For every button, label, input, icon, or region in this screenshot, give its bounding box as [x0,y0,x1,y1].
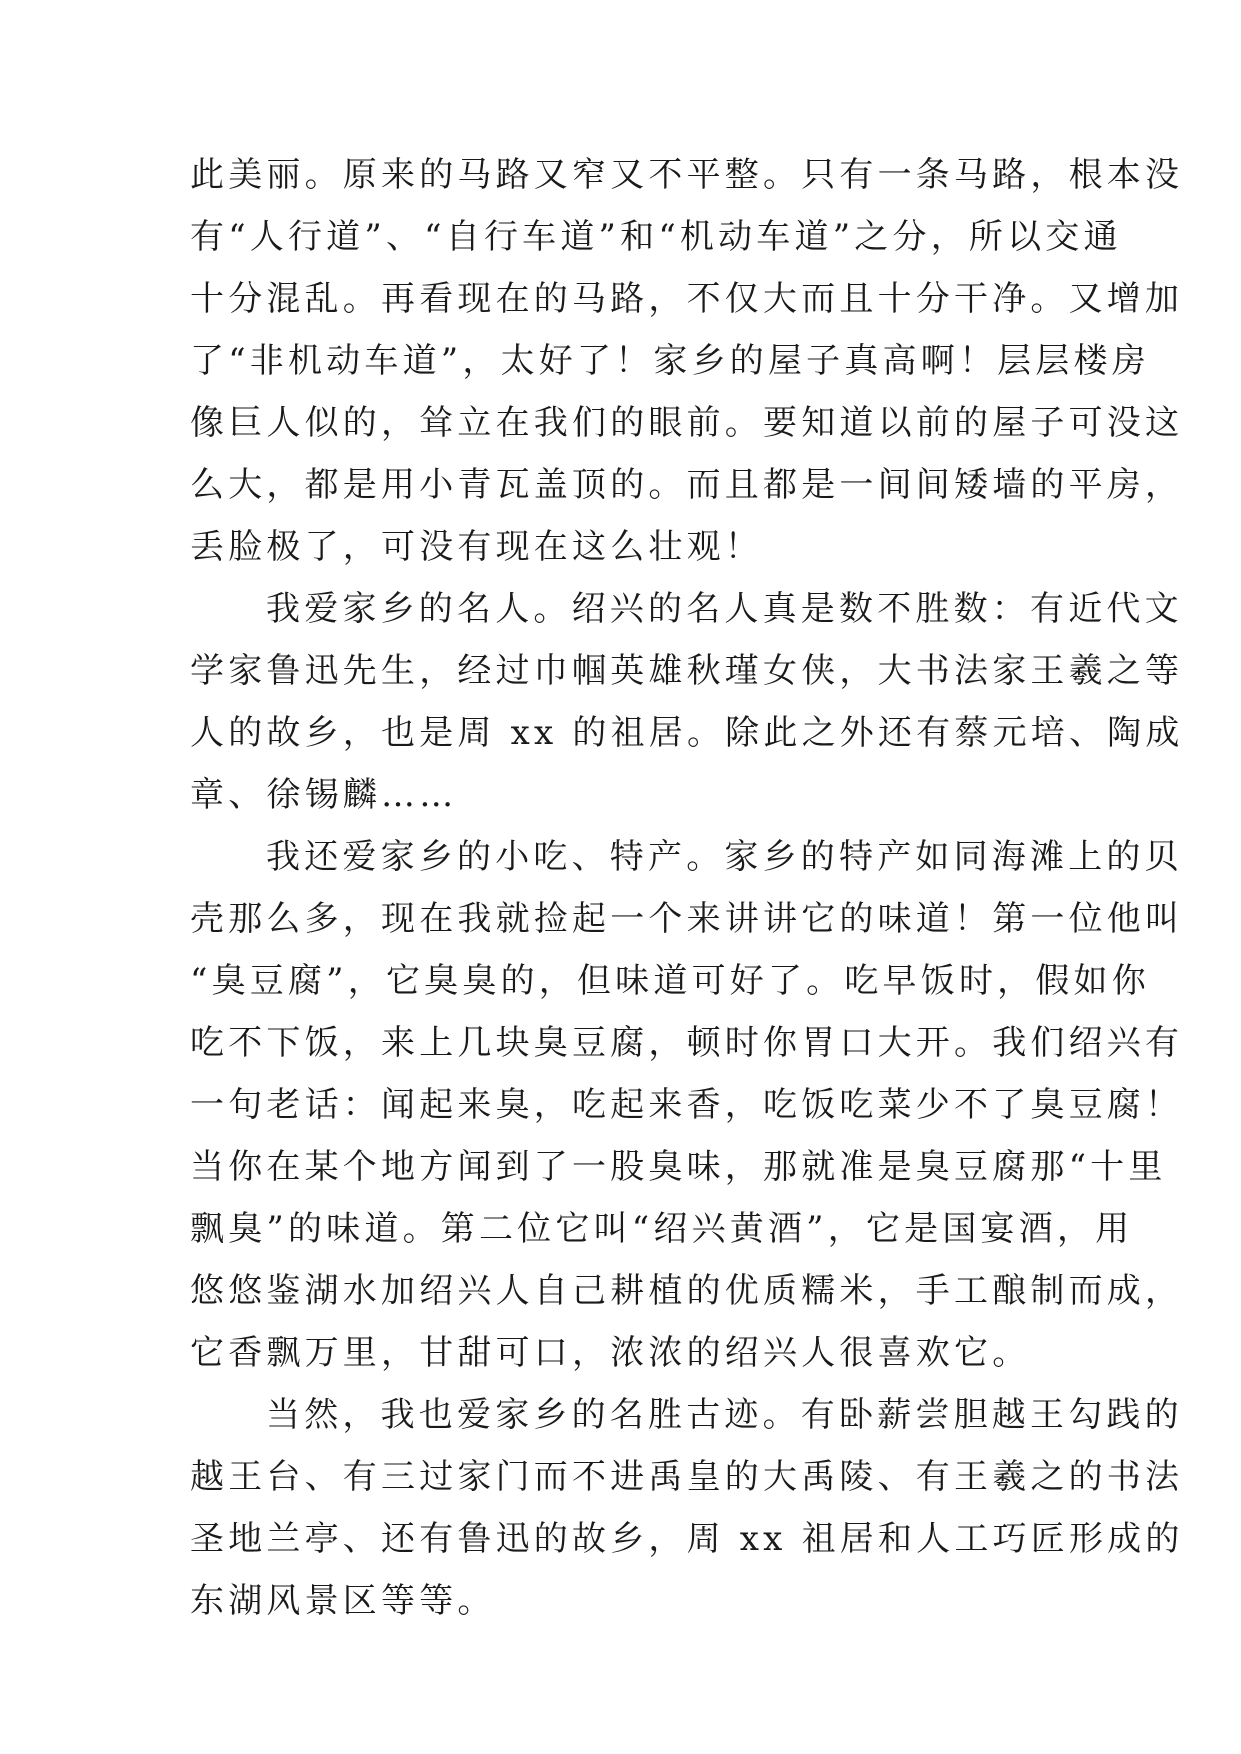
text-line: 章、徐锡麟…… [190,775,458,815]
text-line: 越王台、有三过家门而不进禹皇的大禹陵、有王羲之的书法 [190,1457,1184,1497]
text-line: “臭豆腐”，它臭臭的，但味道可好了。吃早饭时，假如你 [190,961,1150,1001]
paragraph-scenic-sites [190,1384,1184,1632]
text-line: 它香飘万里，甘甜可口，浓浓的绍兴人很喜欢它。 [190,1333,1031,1373]
text-line: 东湖风景区等等。 [190,1581,496,1621]
text-line-indented: 我爱家乡的名人。绍兴的名人真是数不胜数：有近代文 [266,589,1183,629]
paragraph-snacks-specialties [190,826,1184,1384]
text-line-indented: 当然，我也爱家乡的名胜古迹。有卧薪尝胆越王勾践的 [266,1395,1183,1435]
text-line: 像巨人似的，耸立在我们的眼前。要知道以前的屋子可没这 [190,403,1184,443]
text-line: 此美丽。原来的马路又窄又不平整。只有一条马路，根本没 [190,155,1184,195]
text-line: 丢脸极了，可没有现在这么壮观！ [190,527,763,567]
text-line: 当你在某个地方闻到了一股臭味，那就准是臭豆腐那“十里 [190,1147,1167,1187]
text-line: 飘臭”的味道。第二位它叫“绍兴黄酒”，它是国宴酒，用 [190,1209,1134,1249]
text-line: 有“人行道”、“自行车道”和“机动车道”之分，所以交通 [190,217,1122,257]
paragraph-hometown-roads-houses [190,144,1184,578]
text-line: 人的故乡，也是周 xx 的祖居。除此之外还有蔡元培、陶成 [190,713,1184,753]
text-line: 吃不下饭，来上几块臭豆腐，顿时你胃口大开。我们绍兴有 [190,1023,1184,1063]
text-line: 壳那么多，现在我就捡起一个来讲讲它的味道！第一位他叫 [190,899,1184,939]
text-line: 圣地兰亭、还有鲁迅的故乡，周 xx 祖居和人工巧匠形成的 [190,1519,1184,1559]
text-line: 学家鲁迅先生，经过巾帼英雄秋瑾女侠，大书法家王羲之等 [190,651,1184,691]
text-line: 么大，都是用小青瓦盖顶的。而且都是一间间矮墙的平房， [190,465,1184,505]
text-line: 了“非机动车道”，太好了！家乡的屋子真高啊！层层楼房 [190,341,1150,381]
text-line-indented: 我还爱家乡的小吃、特产。家乡的特产如同海滩上的贝 [266,837,1183,877]
text-line: 悠悠鉴湖水加绍兴人自己耕植的优质糯米，手工酿制而成， [190,1271,1184,1311]
paragraph-famous-people [190,578,1184,826]
text-line: 一句老话：闻起来臭，吃起来香，吃饭吃菜少不了臭豆腐！ [190,1085,1184,1125]
text-line: 十分混乱。再看现在的马路，不仅大而且十分干净。又增加 [190,279,1184,319]
essay-body [190,144,1184,1632]
